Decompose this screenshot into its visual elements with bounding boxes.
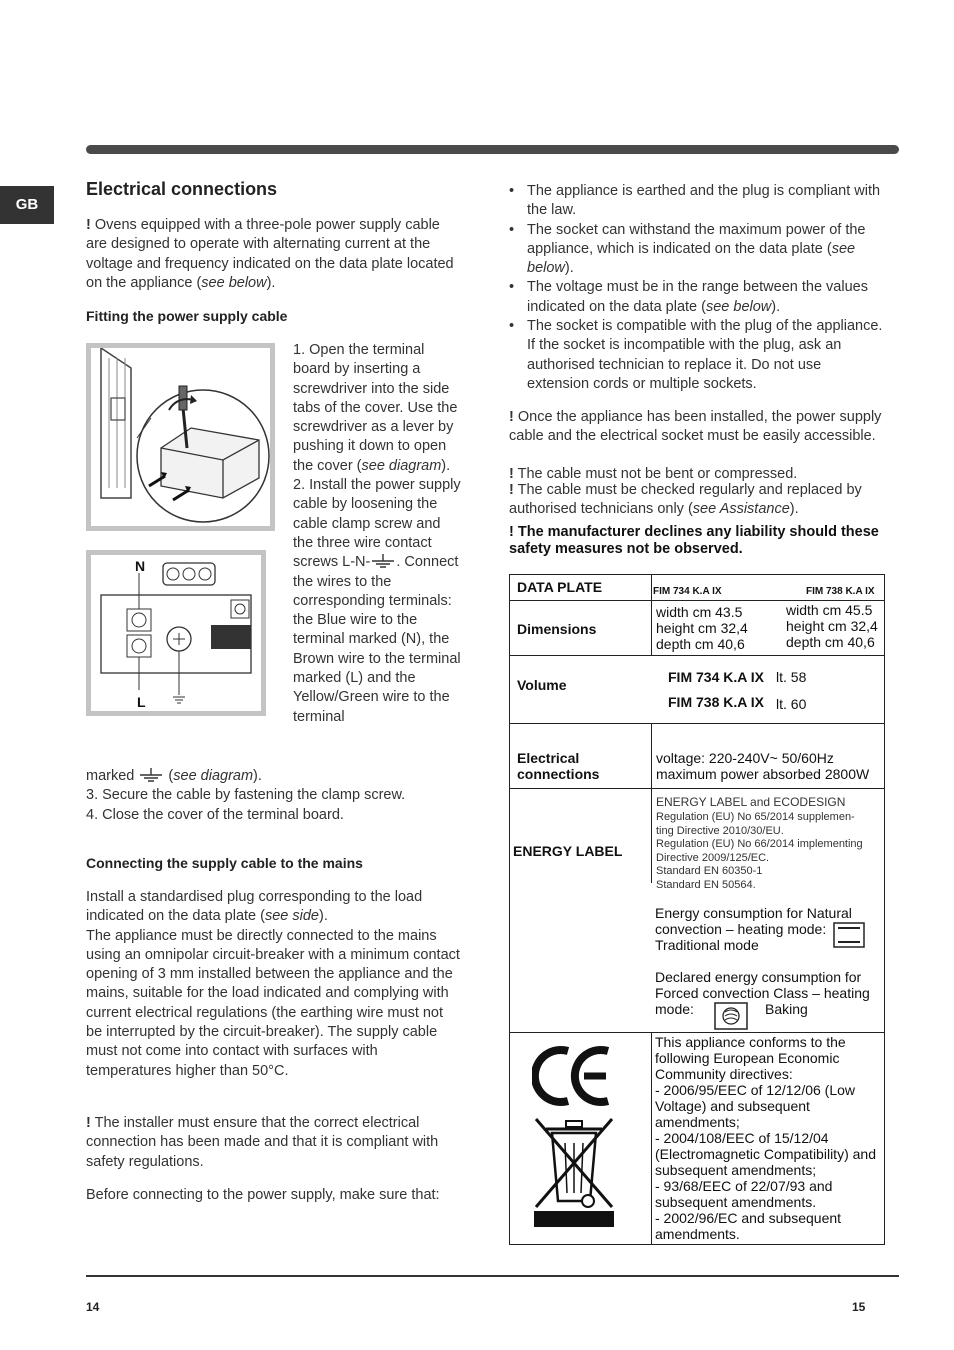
directive-line: Community directives:	[655, 1066, 793, 1082]
natural-line-2: convection – heating mode:	[655, 921, 827, 937]
warning-mark: !	[86, 217, 91, 233]
checklist-end: ).	[564, 260, 574, 277]
dim-depth-2: depth cm 40,6	[786, 634, 875, 650]
page-number-right: 15	[852, 1300, 866, 1314]
natural-convection	[655, 905, 852, 953]
voltage: voltage: 220-240V~ 50/60Hz	[656, 750, 834, 766]
directive-line: Voltage) and subsequent	[655, 1098, 810, 1114]
electrical-label	[517, 750, 599, 782]
mains-paragraph	[86, 888, 461, 1081]
top-rule	[86, 145, 899, 154]
directive-line: - 2004/108/EEC of 15/12/04	[655, 1130, 829, 1146]
before-connecting: Before connecting to the power supply, make sure that:	[86, 1187, 440, 1203]
warning-mark: !	[86, 1115, 91, 1131]
volume-model-2: FIM 738 K.A IX	[668, 694, 764, 710]
note-3-see: see Assistance	[692, 501, 790, 518]
note-1	[509, 408, 885, 447]
wiring-figure	[86, 550, 266, 716]
dim-width-2: width cm 45.5	[786, 602, 873, 618]
energy-regulations	[656, 811, 863, 892]
fitting-heading: Fitting the power supply cable	[86, 308, 288, 324]
directives-list	[655, 1034, 876, 1242]
step-1-see: see diagram	[361, 457, 442, 474]
baking-mode-icon	[714, 1002, 748, 1030]
model-2: FIM 738 K.A IX	[806, 586, 875, 597]
page-number-left: 14	[86, 1300, 100, 1314]
marked-text: marked	[86, 768, 135, 784]
bottom-rule	[86, 1275, 899, 1277]
checklist-text: The socket can withstand the maximum power of the appliance, which is indicated on the data plate (	[527, 221, 866, 257]
marked-see: see diagram	[173, 768, 254, 784]
directive-line: - 93/68/EEC of 22/07/93 and	[655, 1178, 833, 1194]
neutral-label: N	[135, 558, 146, 574]
note-2-text: The cable must not be bent or compressed.	[513, 466, 798, 482]
checklist-see: see below	[527, 240, 856, 277]
directive-line: This appliance conforms to the	[655, 1034, 846, 1050]
installer-note	[86, 1114, 461, 1172]
dimensions-label: Dimensions	[517, 621, 597, 637]
note-1-text: Once the appliance has been installed, the power supply cable and the electrical socket must be easily accessible.	[509, 409, 882, 445]
fitting-steps	[293, 341, 462, 727]
directive-line: - 2002/96/EC and subsequent	[655, 1210, 842, 1226]
regulation-line: Directive 2009/125/EC.	[656, 851, 770, 864]
model-1: FIM 734 K.A IX	[653, 586, 722, 597]
fitting-steps-cont	[86, 767, 461, 825]
earth-icon	[138, 768, 164, 782]
intro-text: Ovens equipped with a three-pole power supply cable are designed to operate with alternating current at the voltage and frequency indicated on the data plate located on the appliance (	[86, 217, 454, 291]
regulation-line: Regulation (EU) No 65/2014 supplemen-	[656, 811, 855, 823]
directive-line: amendments.	[655, 1226, 740, 1242]
directive-line: amendments;	[655, 1114, 740, 1130]
intro-see: see below	[201, 274, 267, 291]
volume-model-1: FIM 734 K.A IX	[668, 669, 764, 685]
language-tab: GB	[0, 186, 54, 224]
checklist-item	[509, 317, 885, 394]
forced-line-3: mode:	[655, 1001, 694, 1017]
step-1: 1. Open the terminal board by inserting a screwdriver into the side tabs of the cover. Use the screwdriver as a lever by pushing it down to open the cover (	[293, 342, 458, 474]
forced-line-2: Forced convection Class – heating	[655, 985, 870, 1001]
traditional-mode-icon	[833, 922, 865, 948]
dim-height-1: height cm 32,4	[656, 620, 748, 636]
step-4: 4. Close the cover of the terminal board.	[86, 806, 344, 823]
terminal-wiring-icon	[91, 555, 261, 711]
natural-line-1: Energy consumption for Natural	[655, 905, 852, 921]
energy-title: ENERGY LABEL and ECODESIGN	[656, 795, 846, 809]
mains-p1-see: see side	[264, 908, 319, 925]
warning-mark: !	[509, 482, 514, 498]
installer-text: The installer must ensure that the correct electrical connection has been made and that it is compliant with safety regulations.	[86, 1115, 439, 1170]
regulation-line: Standard EN 50564.	[656, 878, 756, 891]
directive-line: - 2006/95/EEC of 12/12/06 (Low	[655, 1082, 856, 1098]
volume-label: Volume	[517, 677, 567, 693]
data-plate-table	[509, 574, 885, 1245]
forced-line-1: Declared energy consumption for	[655, 969, 862, 985]
checklist-item	[509, 182, 885, 221]
weee-bin-icon	[532, 1115, 616, 1227]
checklist-item	[509, 221, 885, 279]
live-label: L	[137, 694, 146, 710]
checklist-see: see below	[705, 298, 772, 315]
terminal-board-figure	[86, 343, 275, 531]
energy-label: ENERGY LABEL	[513, 843, 623, 859]
directive-line: (Electromagnetic Compatibility) and	[655, 1146, 876, 1162]
regulation-line: ting Directive 2010/30/EU.	[656, 824, 784, 837]
dim-height-2: height cm 32,4	[786, 618, 878, 634]
page-title: Electrical connections	[86, 179, 278, 199]
forced-convection	[655, 969, 870, 1017]
dims-model-1	[656, 604, 748, 652]
checklist-text: The appliance is earthed and the plug is compliant with the law.	[527, 183, 881, 219]
marked-open: (	[164, 768, 174, 784]
step-3: 3. Secure the cable by fastening the clamp screw.	[86, 787, 406, 804]
directive-line: subsequent amendments;	[655, 1162, 817, 1178]
natural-line-3: Traditional mode	[655, 937, 759, 953]
intro-end: ).	[266, 274, 276, 291]
marked-end: ).	[253, 768, 262, 784]
mains-p1: Install a standardised plug corresponding to the load indicated on the data plate (	[86, 889, 423, 925]
step-2: 2. Install the power supply cable by loosening the cable clamp screw and the three wire contact screws L-N-	[293, 477, 461, 571]
mains-p1-end: ).	[318, 908, 328, 925]
intro-paragraph	[86, 216, 461, 293]
mains-heading: Connecting the supply cable to the mains	[86, 855, 363, 871]
note-3-text: The cable must be checked regularly and replaced by authorised technicians only (	[509, 482, 862, 518]
dim-depth-1: depth cm 40,6	[656, 636, 745, 652]
step-2-cont: . Connect the wires to the corresponding terminals: the Blue wire to the terminal marked (N), the Brown wire to the terminal marked (L) and the Yellow/Green wire to the terminal	[293, 554, 461, 725]
note-2	[509, 466, 885, 482]
checklist	[509, 182, 885, 394]
warning-mark: !	[509, 409, 514, 425]
checklist-end: ).	[771, 298, 781, 315]
screwdriver-diagram-icon	[91, 348, 270, 526]
electrical-label-2: connections	[517, 766, 600, 782]
max-power: maximum power absorbed 2800W	[656, 766, 870, 782]
data-plate-header: DATA PLATE	[517, 579, 603, 595]
directive-line: following European Economic	[655, 1050, 840, 1066]
checklist-text: The socket is compatible with the plug of the appliance. If the socket is incompatible with the plug, ask an authorised technician to replace it. Do not use extension cords or multiple sockets.	[527, 318, 883, 392]
ce-mark-icon	[532, 1045, 614, 1107]
electrical-values	[656, 750, 869, 782]
regulation-line: Regulation (EU) No 66/2014 implementing	[656, 838, 863, 850]
baking-label: Baking	[765, 1001, 808, 1017]
regulation-line: Standard EN 60350-1	[656, 865, 763, 877]
checklist-item	[509, 278, 885, 317]
dim-width-1: width cm 43.5	[656, 604, 743, 620]
note-3	[509, 481, 885, 520]
mains-p2: The appliance must be directly connected to the mains using an omnipolar circuit-breaker with a minimum contact opening of 3 mm installed between the appliance and the mains, suitable for the load indicated and complying with current electrical regulations (the earthing wire must not be interrupted by the circuit-breaker). The supply cable must not come into contact with surfaces with temperatures higher than 50°C.	[86, 927, 460, 1079]
liability-note: ! The manufacturer declines any liability should these safety measures not be observed.	[509, 524, 879, 557]
electrical-label-1: Electrical	[517, 750, 580, 766]
directive-line: subsequent amendments.	[655, 1194, 817, 1210]
dims-model-2	[786, 602, 878, 650]
checklist-text: The voltage must be in the range between the values indicated on the data plate (	[527, 279, 868, 315]
volume-1: lt. 58	[776, 669, 807, 685]
note-3-end: ).	[789, 501, 799, 518]
step-1-end: ).	[441, 457, 451, 474]
volume-2: lt. 60	[776, 696, 807, 712]
warning-mark: !	[509, 466, 514, 482]
earth-icon	[370, 554, 396, 568]
